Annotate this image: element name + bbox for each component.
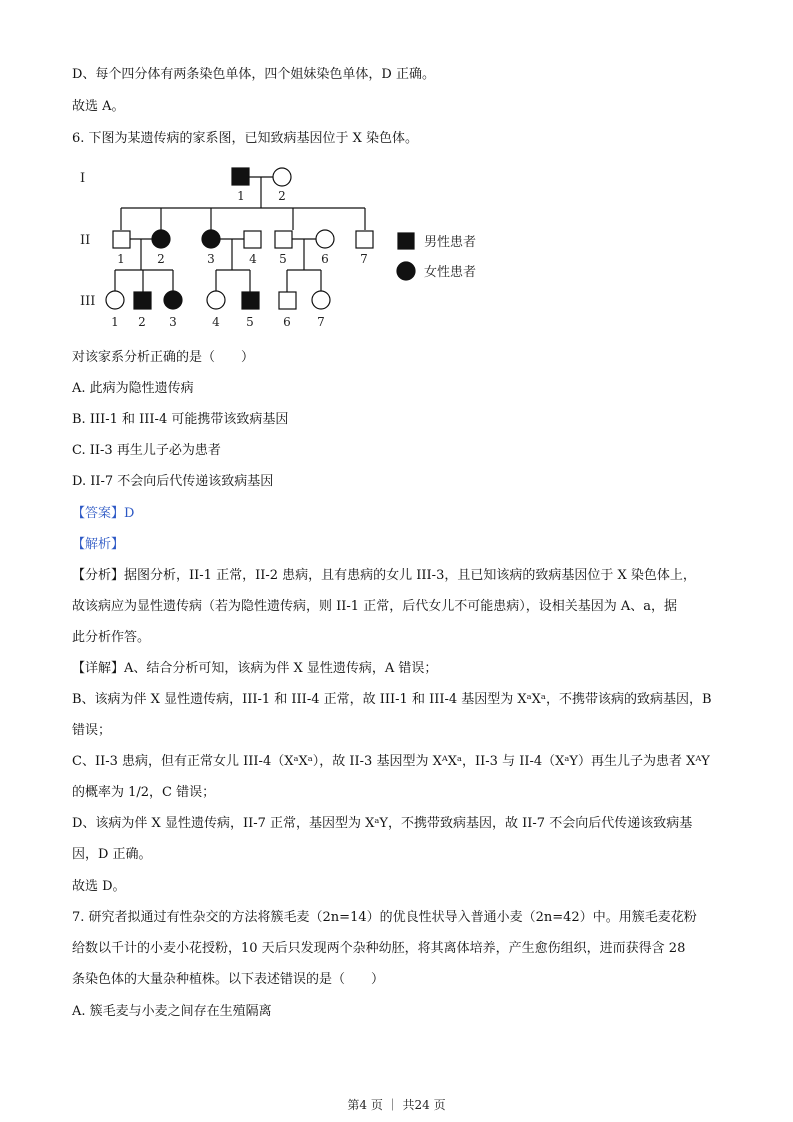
pedigree-I-1: [232, 168, 249, 185]
analysis-text: 此分析作答。: [72, 630, 151, 645]
pedigree-I-2: [273, 168, 291, 186]
detail-text: 因，D 正确。: [72, 847, 152, 862]
svg-text:5: 5: [246, 315, 254, 329]
pedigree-III-2: [134, 292, 151, 309]
detail-text: 【详解】A、结合分析可知，该病为伴 X 显性遗传病，A 错误；: [72, 661, 438, 676]
svg-text:2: 2: [278, 189, 286, 203]
question-6-stem: 6. 下图为某遗传病的家系图，已知致病基因位于 X 染色体。: [72, 131, 419, 146]
svg-text:1: 1: [117, 252, 125, 266]
legend-male-label: 男性患者: [424, 235, 477, 250]
svg-text:4: 4: [212, 315, 220, 329]
legend-female-label: 女性患者: [424, 265, 477, 280]
svg-text:2: 2: [157, 252, 165, 266]
page-footer: 第4 页 ｜ 共24 页: [347, 1098, 446, 1112]
svg-text:7: 7: [360, 252, 368, 266]
detail-text: 错误；: [72, 723, 112, 738]
pedigree-III-1: [106, 291, 124, 309]
analysis-text: 故该病应为显性遗传病（若为隐性遗传病，则 II-1 正常，后代女儿不可能患病），设相关基因为 A、a，据: [72, 599, 677, 614]
question-6-prompt: 对该家系分析正确的是（ ）: [72, 350, 255, 365]
pedigree-III-4: [207, 291, 225, 309]
question-7-stem: 7. 研究者拟通过有性杂交的方法将簇毛麦（2n=14）的优良性状导入普通小麦（2n=42）中。用簇毛麦花粉: [72, 910, 697, 925]
legend-male-square-icon: [398, 233, 414, 249]
option-a: A. 此病为隐性遗传病: [72, 381, 194, 396]
detail-text: B、该病为伴 X 显性遗传病，III-1 和 III-4 正常，故 III-1 和 III-4 基因型为 XᵃXᵃ，不携带该病的致病基因，B: [72, 692, 712, 707]
pedigree-III-6: [279, 292, 296, 309]
svg-text:6: 6: [283, 315, 291, 329]
analysis-heading: 【解析】: [72, 537, 125, 552]
pedigree-II-1: [113, 231, 130, 248]
svg-text:3: 3: [169, 315, 177, 329]
option-c: C. II-3 再生儿子必为患者: [72, 443, 221, 458]
detail-text: C、II-3 患病，但有正常女儿 III-4（XᵃXᵃ），故 II-3 基因型为 XᴬXᵃ，II-3 与 II-4（XᵃY）再生儿子为患者 XᴬY: [72, 754, 710, 769]
option-d: D. II-7 不会向后代传递该致病基因: [72, 474, 274, 489]
svg-text:4: 4: [249, 252, 257, 266]
pedigree-III-7: [312, 291, 330, 309]
option-b: B. III-1 和 III-4 可能携带该致病基因: [72, 412, 289, 427]
gen-label-II: II: [80, 233, 91, 248]
svg-text:2: 2: [138, 315, 146, 329]
pedigree-II-6: [316, 230, 334, 248]
svg-text:1: 1: [237, 189, 245, 203]
pedigree-II-3: [202, 230, 220, 248]
detail-text: 的概率为 1/2，C 错误；: [72, 785, 216, 800]
answer-label: 【答案】D: [72, 506, 135, 521]
detail-text: 故选 D。: [72, 879, 126, 894]
question-7-stem: 条染色体的大量杂种植株。以下表述错误的是（ ）: [72, 972, 385, 987]
gen-label-III: III: [80, 294, 96, 309]
pedigree-chart: [72, 160, 492, 340]
svg-text:1: 1: [111, 315, 119, 329]
pedigree-III-5: [242, 292, 259, 309]
pedigree-III-3: [164, 291, 182, 309]
analysis-text: 【分析】据图分析，II-1 正常，II-2 患病，且有患病的女儿 III-3，且已知该病的致病基因位于 X 染色体上，: [72, 568, 696, 583]
gen-label-I: I: [80, 171, 86, 186]
svg-text:5: 5: [279, 252, 287, 266]
svg-text:7: 7: [317, 315, 325, 329]
pedigree-II-4: [244, 231, 261, 248]
text-line: D、每个四分体有两条染色单体，四个姐妹染色单体，D 正确。: [72, 67, 435, 82]
question-7-stem: 给数以千计的小麦小花授粉，10 天后只发现两个杂种幼胚，将其离体培养，产生愈伤组织，进而获得含 28: [72, 941, 686, 956]
pedigree-II-5: [275, 231, 292, 248]
svg-text:3: 3: [207, 252, 215, 266]
pedigree-II-2: [152, 230, 170, 248]
detail-text: D、该病为伴 X 显性遗传病，II-7 正常，基因型为 XᵃY，不携带致病基因，故 II-7 不会向后代传递该致病基: [72, 816, 693, 831]
pedigree-II-7: [356, 231, 373, 248]
legend-female-circle-icon: [397, 262, 415, 280]
text-line: 故选 A。: [72, 99, 125, 114]
svg-text:6: 6: [321, 252, 329, 266]
option-a: A. 簇毛麦与小麦之间存在生殖隔离: [72, 1004, 272, 1019]
